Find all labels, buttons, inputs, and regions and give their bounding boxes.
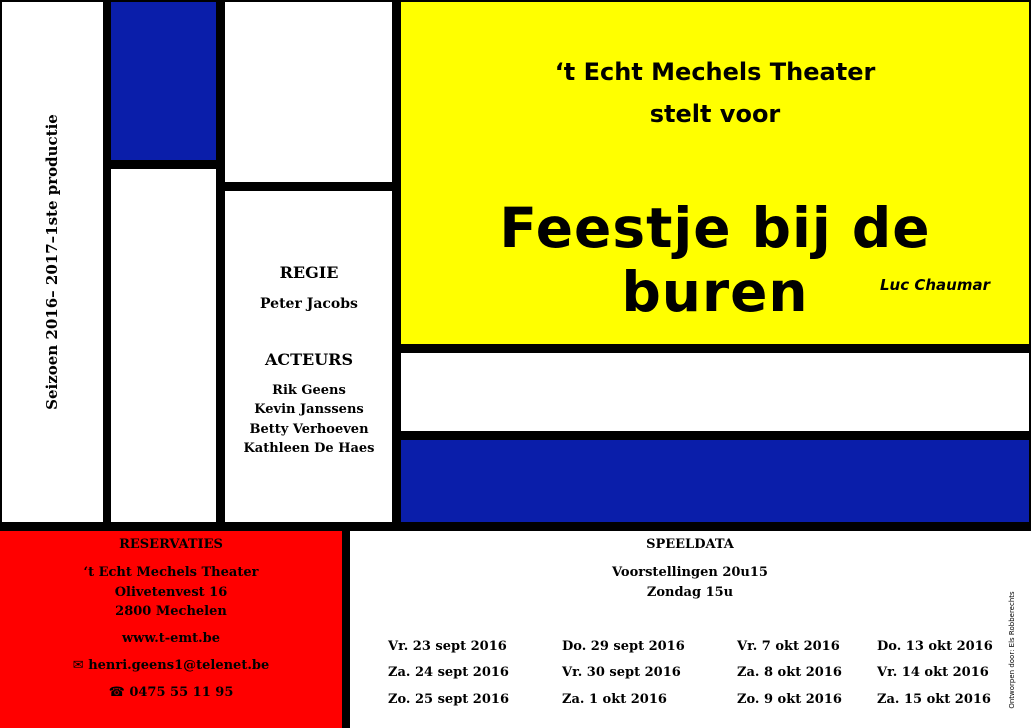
presenter-line1: ‘t Echt Mechels Theater [554, 58, 876, 86]
actor-name: Rik Geens [272, 383, 346, 398]
schedule-info-evening: Voorstellingen 20u15 [612, 565, 768, 580]
performance-date: Za. 1 okt 2016 [562, 692, 667, 707]
performance-date: Vr. 30 sept 2016 [562, 665, 681, 680]
actor-name: Kevin Janssens [254, 402, 364, 417]
performance-date: Za. 24 sept 2016 [388, 665, 509, 680]
performance-date: Do. 13 okt 2016 [877, 639, 993, 654]
blue-block-top-left [111, 2, 216, 160]
reservations-website[interactable]: www.t-emt.be [121, 631, 221, 646]
reservations-email[interactable]: henri.geens1@telenet.be [88, 658, 270, 673]
performance-date: Vr. 14 okt 2016 [877, 665, 989, 680]
performance-date: Za. 8 okt 2016 [737, 665, 842, 680]
reservations-street: Olivetenvest 16 [114, 585, 228, 600]
white-block-left [111, 169, 216, 522]
acteurs-heading: ACTEURS [264, 350, 354, 369]
performance-date: Vr. 7 okt 2016 [737, 639, 840, 654]
performance-date: Zo. 25 sept 2016 [388, 692, 509, 707]
season-label: Seizoen 2016– 2017–1ste productie [43, 114, 61, 410]
designer-credit: Ontworpen door: Els Robberechts [1008, 591, 1016, 709]
reservations-heading: RESERVATIES [119, 537, 223, 552]
white-block-top-middle [225, 2, 392, 182]
reservations-phone: 0475 55 11 95 [129, 685, 234, 700]
schedule-heading: SPEELDATA [646, 537, 734, 552]
regie-heading: REGIE [279, 263, 339, 282]
performance-date: Do. 29 sept 2016 [562, 639, 685, 654]
blue-stripe-right [401, 440, 1029, 522]
presenter-line2: stelt voor [649, 100, 781, 128]
reservations-phone-row [0, 685, 342, 700]
phone-icon: ☎ [108, 685, 125, 700]
schedule-info-sunday: Zondag 15u [646, 585, 734, 600]
reservations-email-row[interactable] [0, 658, 342, 673]
author-name: Luc Chaumar [880, 276, 990, 294]
performance-date: Vr. 23 sept 2016 [388, 639, 507, 654]
performance-date: Zo. 9 okt 2016 [737, 692, 842, 707]
reservations-city: 2800 Mechelen [115, 604, 227, 619]
envelope-icon: ✉ [72, 658, 84, 673]
show-title: Feestje bij de buren [499, 196, 931, 324]
actor-name: Betty Verhoeven [249, 422, 369, 437]
regie-name: Peter Jacobs [260, 296, 358, 312]
performance-date: Za. 15 okt 2016 [877, 692, 991, 707]
reservations-org: ‘t Echt Mechels Theater [83, 565, 259, 580]
white-stripe-right [401, 353, 1029, 431]
actor-name: Kathleen De Haes [243, 441, 375, 456]
